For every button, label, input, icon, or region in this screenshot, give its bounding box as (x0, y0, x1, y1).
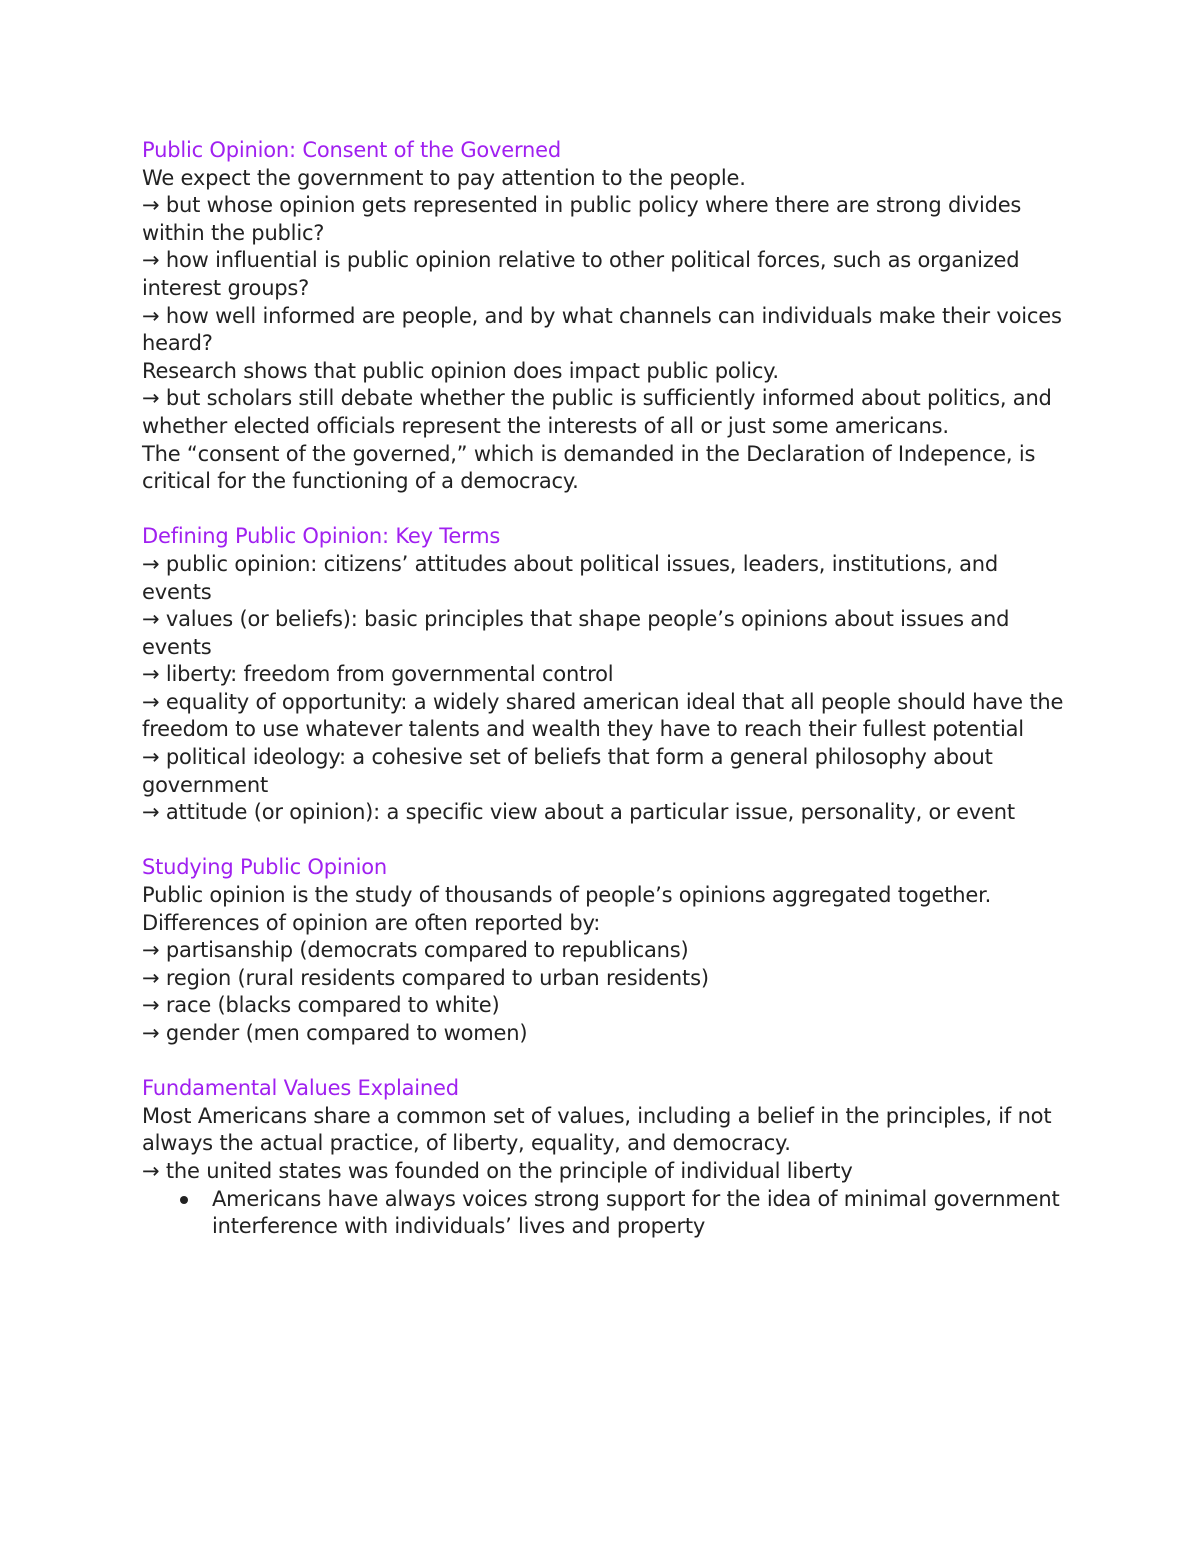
paragraph-line: Public opinion is the study of thousands of people’s opinions aggregated together. (142, 883, 992, 908)
paragraph-line: → gender (men compared to women) (142, 1021, 528, 1045)
bullet-list (142, 1186, 1067, 1241)
paragraph-line: → but whose opinion gets represented in public policy where there are strong divides within the public? (142, 193, 1022, 245)
paragraph-line: The “consent of the governed,” which is demanded in the Declaration of Indepence, is critical for the functioning of a democracy. (142, 441, 1036, 494)
section-fundamental-values (142, 1075, 1067, 1241)
paragraph-line: → the united states was founded on the principle of individual liberty (142, 1158, 853, 1183)
section-heading: Fundamental Values Explained (142, 1076, 459, 1101)
document-page (142, 137, 1067, 1268)
bullet-item (142, 1186, 1067, 1241)
paragraph-line: → values (or beliefs): basic principles that shape people’s opinions about issues and events (142, 607, 1010, 659)
paragraph-line: → attitude (or opinion): a specific view about a particular issue, personality, or event (142, 800, 1015, 825)
paragraph-line: → public opinion: citizens’ attitudes about political issues, leaders, institutions, and events (142, 551, 999, 604)
bullet-dot-icon (180, 1196, 188, 1204)
paragraph-line: We expect the government to pay attention to the people. (142, 165, 746, 190)
section-heading: Defining Public Opinion: Key Terms (142, 524, 501, 549)
paragraph-line: → region (rural residents compared to urban residents) (142, 965, 709, 990)
bullet-text: Americans have always voices strong support for the idea of minimal government interference with individuals’ lives and property (212, 1186, 1060, 1239)
paragraph-line: → how well informed are people, and by what channels can individuals make their voices heard? (142, 303, 1062, 356)
section-key-terms (142, 523, 1067, 827)
paragraph-line: Most Americans share a common set of values, including a belief in the principles, if not always the actual practice, of liberty, equality, and democracy. (142, 1103, 1052, 1156)
paragraph-line: → liberty: freedom from governmental control (142, 662, 614, 687)
paragraph-line: → equality of opportunity: a widely shared american ideal that all people should have the freedom to use whatever talents and wealth they have to reach their fullest potential (142, 689, 1064, 742)
section-heading: Public Opinion: Consent of the Governed (142, 138, 562, 162)
section-consent-of-the-governed (142, 137, 1067, 496)
paragraph-line: Differences of opinion are often reported by: (142, 910, 601, 935)
paragraph-line: → but scholars still debate whether the public is sufficiently informed about politics, and whether elected officials represent the interests of all or just some americans. (142, 386, 1052, 438)
paragraph-line: → race (blacks compared to white) (142, 993, 500, 1018)
paragraph-line: → partisanship (democrats compared to republicans) (142, 938, 689, 963)
paragraph-line: → how influential is public opinion relative to other political forces, such as organized interest groups? (142, 248, 1020, 300)
section-studying-public-opinion (142, 854, 1067, 1047)
paragraph-line: → political ideology: a cohesive set of beliefs that form a general philosophy about government (142, 745, 993, 797)
section-heading: Studying Public Opinion (142, 855, 388, 880)
paragraph-line: Research shows that public opinion does impact public policy. (142, 358, 779, 383)
